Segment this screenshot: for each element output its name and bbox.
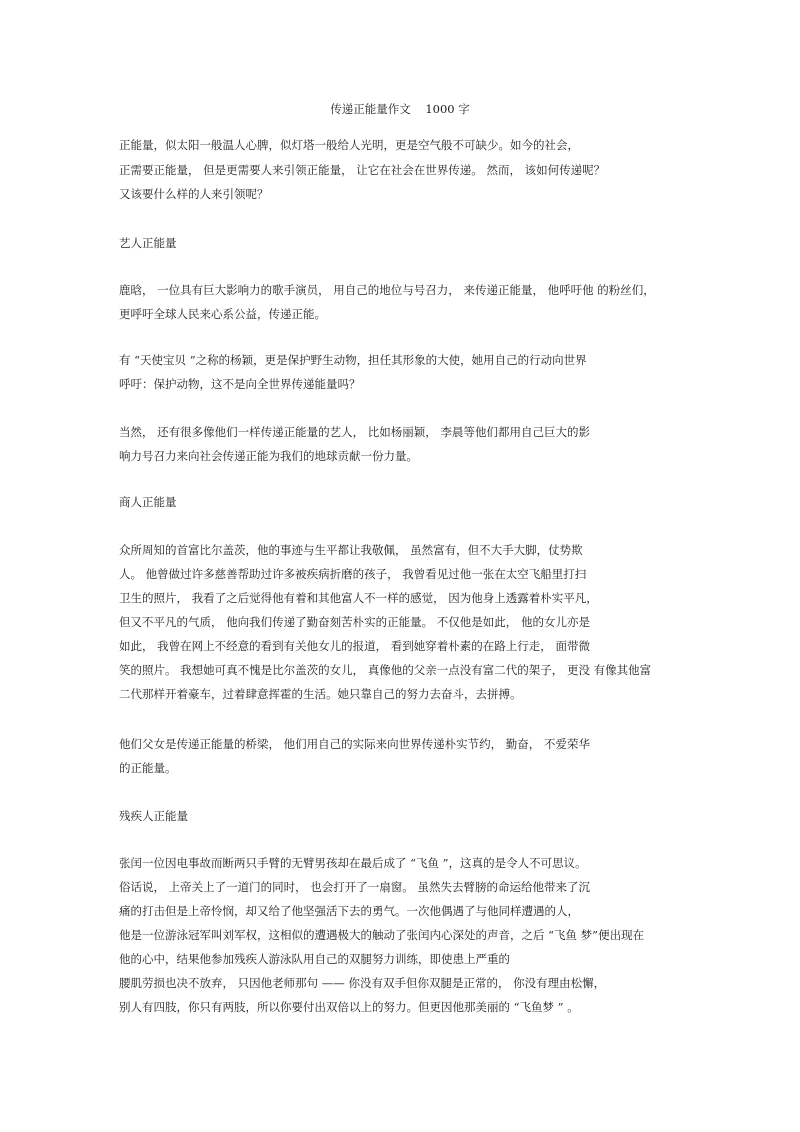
- text-line: 卫生的照片， 我看了之后觉得他有着和其他富人不一样的感觉， 因为他身上透露着朴实平凡，: [119, 591, 598, 605]
- section-heading: 商人正能量: [119, 495, 177, 509]
- text-line: 呼吁：保护动物，这不是向全世界传递能量吗？: [119, 377, 361, 391]
- section-heading: 艺人正能量: [119, 236, 177, 250]
- text-line: 更呼吁全球人民来心系公益，传递正能。: [119, 307, 326, 321]
- text-line: 的正能量。: [119, 761, 177, 775]
- text-line: 有 “天使宝贝 ”之称的杨颖，更是保护野生动物，担任其形象的大使，她用自己的行动向世界: [119, 353, 587, 367]
- text-line: 鹿晗， 一位具有巨大影响力的歌手演员， 用自己的地位与号召力， 来传递正能量， 他呼吁他 的粉丝们，: [119, 283, 655, 297]
- text-line: 别人有四肢，你只有两肢，所以你要付出双倍以上的努力。但更因他那美丽的 “飞鱼梦 ” 。: [119, 1000, 579, 1014]
- text-line: 二代那样开着豪车，过着肆意挥霍的生活。她只靠自己的努力去奋斗，去拼搏。: [119, 687, 522, 701]
- text-line: 张闰一位因电事故而断两只手臂的无臂男孩却在最后成了 “飞鱼 ”，这真的是令人不可思议。: [119, 856, 587, 870]
- text-line: 腰肌劳损也决不放弃， 只因他老师那句 —— 你没有双手但你双腿是正常的， 你没有理由松懈，: [119, 976, 606, 990]
- document-title: 传递正能量作文 1000 字: [330, 102, 470, 116]
- text-line: 人。 他曾做过许多慈善帮助过许多被疾病折磨的孩子， 我曾看见过他一张在太空飞船里打扫: [119, 567, 587, 581]
- text-line: 俗话说， 上帝关上了一道门的同时， 也会打开了一扇窗。 虽然失去臂膀的命运给他带来了沉: [119, 880, 590, 894]
- text-line: 又该要什么样的人来引领呢？: [119, 187, 269, 201]
- text-line: 痛的打击但是上帝怜悯，却又给了他坚强活下去的勇气。一次他偶遇了与他同样遭遇的人，: [119, 904, 579, 918]
- text-line: 但又不平凡的气质， 他向我们传递了勤奋刻苦朴实的正能量。 不仅他是如此， 他的女儿亦是: [119, 615, 590, 629]
- text-line: 众所周知的首富比尔盖茨，他的事迹与生平都让我敬佩， 虽然富有，但不大手大脚，仗势欺: [119, 543, 583, 557]
- section-heading: 残疾人正能量: [119, 809, 188, 823]
- text-line: 正需要正能量， 但是更需要人来引领正能量， 让它在社会在世界传递。 然而， 该如何传递呢？: [119, 163, 606, 177]
- text-line: 当然， 还有很多像他们一样传递正能量的艺人， 比如杨丽颖， 李晨等他们都用自己巨大的影: [119, 425, 590, 439]
- text-line: 如此， 我曾在网上不经意的看到有关他女儿的报道， 看到她穿着朴素的在路上行走， 面带微: [119, 639, 590, 653]
- text-line: 响力号召力来向社会传递正能为我们的地球贡献一份力量。: [119, 449, 418, 463]
- text-line: 他的心中，结果他参加残疾人游泳队用自己的双腿努力训练，即使患上严重的: [119, 952, 510, 966]
- text-line: 笑的照片。 我想她可真不愧是比尔盖茨的女儿， 真像他的父亲一点没有富二代的架子， 更没 有像其他富: [119, 663, 652, 677]
- text-line: 他是一位游泳冠军叫刘军权，这相似的遭遇极大的触动了张闰内心深处的声音，之后 “飞鱼 梦”便出现在: [119, 928, 645, 942]
- text-line: 正能量，似太阳一般温人心脾，似灯塔一般给人光明，更是空气般不可缺少。如今的社会，: [119, 138, 579, 152]
- text-line: 他们父女是传递正能量的桥梁， 他们用自己的实际来向世界传递朴实节约， 勤奋， 不爱荣华: [119, 737, 590, 751]
